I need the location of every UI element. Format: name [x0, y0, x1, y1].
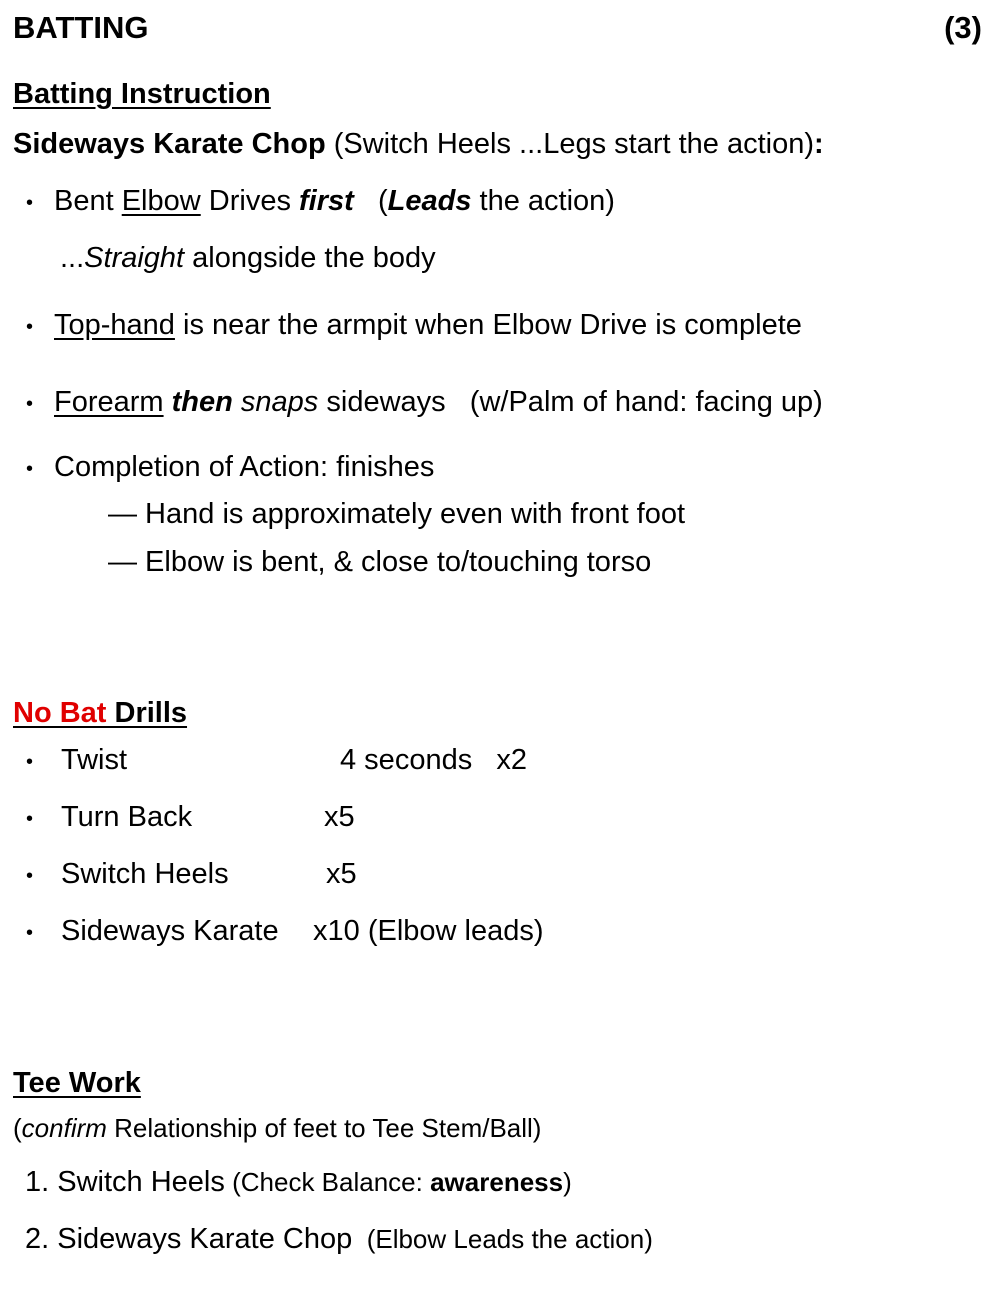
drill-detail: 4 seconds x2: [340, 744, 527, 776]
b1-text: the action): [471, 185, 615, 217]
drill-name: Sideways Karate: [61, 915, 279, 947]
b1c-straight: Straight: [84, 242, 185, 274]
bullet-dot: •: [26, 808, 34, 830]
drill-name: Switch Heels: [61, 858, 229, 890]
drills-heading: [13, 697, 187, 730]
b3-text: sideways (w/Palm of hand: facing up): [318, 386, 823, 418]
bullet-dot: •: [26, 751, 34, 773]
tee-item-number: 1.: [25, 1166, 50, 1198]
instruction-bullet-4: Completion of Action: finishes: [54, 451, 435, 483]
bullet-dot: •: [26, 865, 34, 887]
b2-tophand: Top-hand: [54, 309, 175, 341]
bullet-4-subitem: — Hand is approximately even with front foot: [108, 498, 686, 530]
bullet-dot: •: [26, 192, 34, 214]
tee-item-note: (Elbow Leads the action): [352, 1224, 653, 1254]
tee-work-heading: Tee Work: [13, 1067, 141, 1099]
drill-detail: x5: [324, 801, 355, 833]
tee-item-note: ): [563, 1167, 572, 1197]
page-title: BATTING: [13, 10, 149, 45]
instruction-bullet-1-continuation: [60, 242, 436, 275]
tee-subtitle-confirm: confirm: [21, 1113, 107, 1143]
b1-text: Bent: [54, 185, 122, 217]
drill-detail: x5: [326, 858, 357, 890]
intro-bold: Sideways Karate Chop: [13, 128, 326, 160]
instruction-bullet-2: [54, 309, 802, 342]
b1-text: Drives: [200, 185, 300, 217]
bullet-dot: •: [26, 316, 34, 338]
drill-name: Twist: [61, 744, 128, 776]
drill-detail: x10 (Elbow leads): [313, 915, 544, 947]
b1-first: first: [299, 185, 354, 217]
instruction-intro: [13, 128, 824, 161]
b2-text: is near the armpit when Elbow Drive is complete: [174, 309, 802, 341]
bullet-dot: •: [26, 922, 34, 944]
b3-then: then: [171, 386, 233, 418]
instruction-bullet-1: [54, 185, 615, 218]
b1c-ellipsis: ...: [60, 242, 85, 274]
tee-work-subtitle: [13, 1113, 541, 1144]
b1-text: (: [353, 185, 388, 217]
drill-name: Turn Back: [61, 801, 193, 833]
b1c-text: alongside the body: [184, 242, 436, 274]
tee-item-note: (Check Balance:: [224, 1167, 431, 1197]
page-number: (3): [944, 10, 982, 45]
bullet-dot: •: [26, 393, 34, 415]
b3-space: [233, 386, 241, 418]
tee-item-note-bold: awareness: [430, 1167, 564, 1197]
instruction-bullet-3: [54, 386, 823, 419]
bullet-4-subitem: — Elbow is bent, & close to/touching torso: [108, 546, 652, 578]
b1-elbow: Elbow: [121, 185, 201, 217]
tee-item: [25, 1223, 653, 1256]
b1-leads: Leads: [387, 185, 472, 217]
bullet-dot: •: [26, 458, 34, 480]
tee-item: [25, 1166, 572, 1199]
batting-instruction-heading: Batting Instruction: [13, 78, 271, 110]
tee-item-number: 2.: [25, 1223, 50, 1255]
tee-item-name: Switch Heels: [57, 1166, 225, 1198]
b3-forearm: Forearm: [54, 386, 164, 418]
intro-paren: (Switch Heels ...Legs start the action): [325, 128, 815, 160]
drills-heading-black: Drills: [114, 697, 188, 729]
intro-colon: :: [814, 128, 824, 160]
tee-item-name: Sideways Karate Chop: [57, 1223, 353, 1255]
b3-snaps: snaps: [240, 386, 319, 418]
b3-space: [164, 386, 172, 418]
drills-heading-red: No Bat: [13, 697, 115, 729]
tee-subtitle-rest: Relationship of feet to Tee Stem/Ball): [106, 1113, 542, 1143]
tee-subtitle-open: (: [13, 1113, 22, 1143]
